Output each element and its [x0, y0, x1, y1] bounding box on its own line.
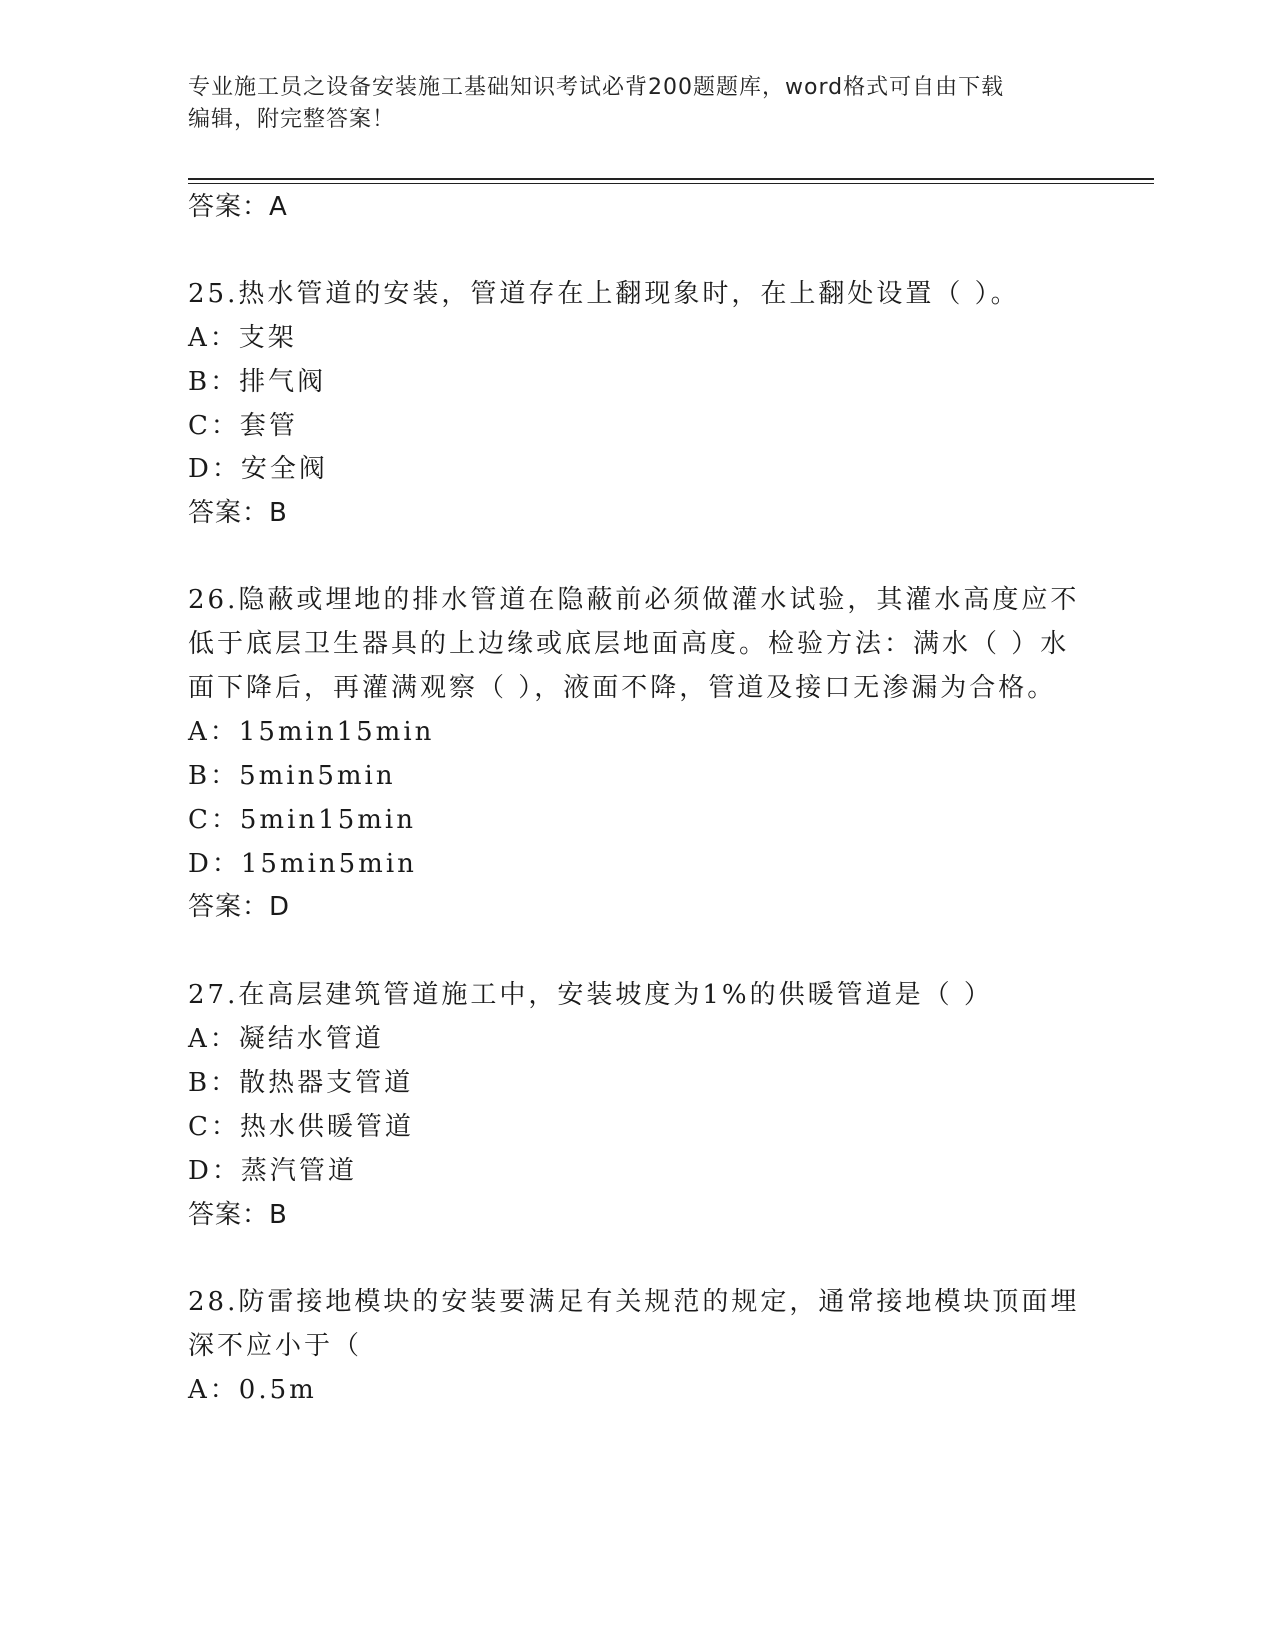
- question-28-option-a: A：0.5m: [188, 1375, 317, 1405]
- question-25-option-c: C：套管: [188, 411, 298, 441]
- question-25-option-b: B：排气阀: [188, 367, 327, 397]
- question-27-option-a: A：凝结水管道: [188, 1024, 384, 1054]
- question-26-option-b: B：5min5min: [188, 761, 396, 791]
- answer-previous: 答案：A: [188, 192, 288, 222]
- question-26-answer: 答案：D: [188, 892, 291, 922]
- question-27-option-d: D：蒸汽管道: [188, 1156, 357, 1186]
- question-25-stem: 25.热水管道的安装，管道存在上翻现象时，在上翻处设置（ ）。: [188, 279, 1020, 309]
- header-rule-thin: [188, 183, 1154, 184]
- question-27-option-c: C：热水供暖管道: [188, 1112, 414, 1142]
- document-header: [188, 72, 1068, 136]
- question-27-stem: 27.在高层建筑管道施工中，安装坡度为1%的供暖管道是（ ）: [188, 980, 993, 1010]
- question-26-stem-line-3: 面下降后，再灌满观察（ ），液面不降，管道及接口无渗漏为合格。: [188, 673, 1057, 703]
- header-line-2: 编辑，附完整答案！: [188, 107, 396, 132]
- question-25-answer: 答案：B: [188, 498, 288, 528]
- header-rule: [188, 178, 1154, 180]
- question-25-option-a: A：支架: [188, 323, 297, 353]
- question-26-stem-line-2: 低于底层卫生器具的上边缘或底层地面高度。检验方法：满水（ ）水: [188, 629, 1070, 659]
- question-26-option-c: C：5min15min: [188, 805, 416, 835]
- header-line-1: 专业施工员之设备安装施工基础知识考试必背200题题库，word格式可自由下载: [188, 75, 1005, 100]
- question-27-option-b: B：散热器支管道: [188, 1068, 414, 1098]
- question-27-answer: 答案：B: [188, 1200, 288, 1230]
- question-26-stem-line-1: 26.隐蔽或埋地的排水管道在隐蔽前必须做灌水试验，其灌水高度应不: [188, 585, 1080, 615]
- question-28-stem-line-2: 深不应小于（: [188, 1331, 363, 1361]
- question-25-option-d: D：安全阀: [188, 454, 328, 484]
- question-28-stem-line-1: 28.防雷接地模块的安装要满足有关规范的规定，通常接地模块顶面埋: [188, 1287, 1080, 1317]
- question-26-option-d: D：15min5min: [188, 849, 417, 879]
- question-26-option-a: A：15min15min: [188, 717, 435, 747]
